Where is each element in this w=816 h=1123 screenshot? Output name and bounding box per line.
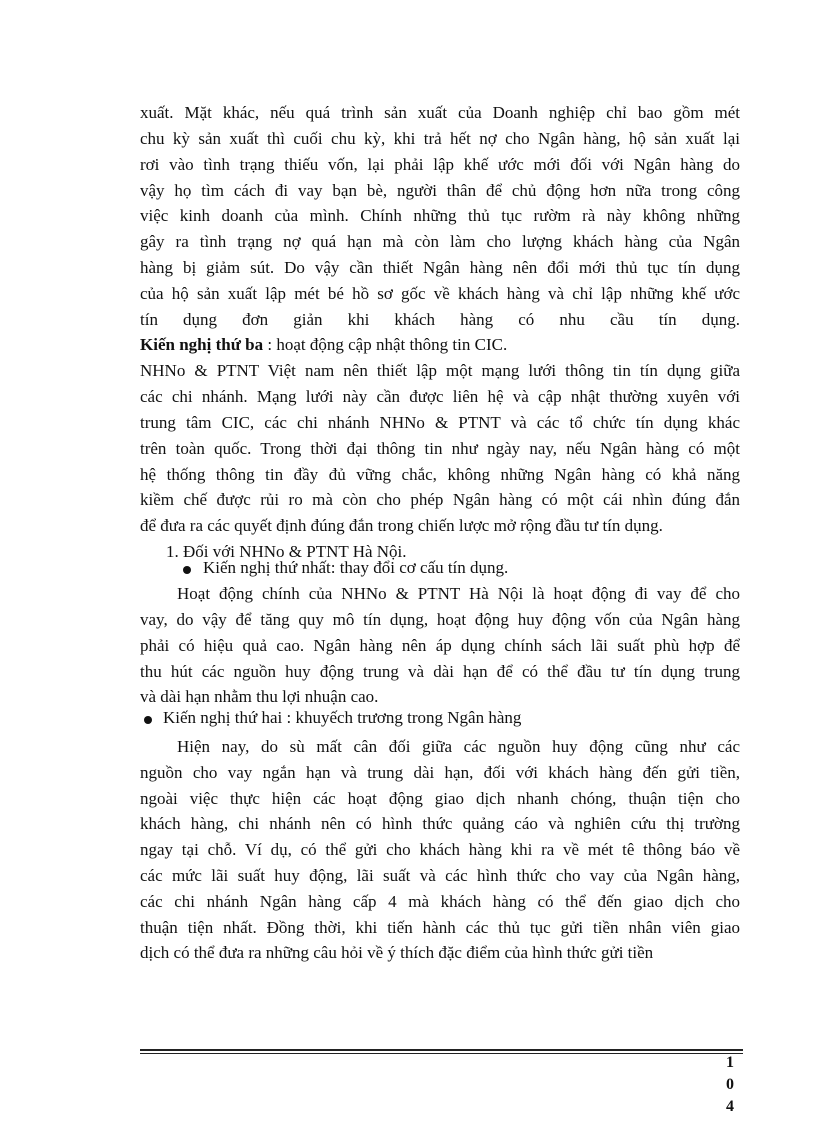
paragraph-3-line: phải có hiệu quả cao. Ngân hàng nên áp dụng chính sách lãi suất phù hợp để bbox=[140, 636, 740, 655]
recommendation-3-label: Kiến nghị thứ ba bbox=[140, 335, 264, 354]
paragraph-2-line: kiềm chế được rủi ro mà còn cho phép Ngân hàng có một cái nhìn đúng đắn bbox=[140, 490, 740, 509]
paragraph-1-line: việc kinh doanh của mình. Chính những thủ tục rườm rà này không những bbox=[140, 206, 740, 225]
paragraph-4-line: ngoài việc thực hiện các hoạt động giao dịch nhanh chóng, thuận tiện cho bbox=[140, 789, 740, 808]
footer-rule-bottom bbox=[140, 1053, 743, 1054]
page-number-digit: 0 bbox=[726, 1076, 734, 1093]
paragraph-1-line: rơi vào tình trạng thiếu vốn, lại phải lập khế ước mới đối với Ngân hàng do bbox=[140, 155, 740, 174]
paragraph-1-line: hàng bị giảm sút. Do vậy cần thiết Ngân hàng nên đổi mới thủ tục tín dụng bbox=[140, 258, 740, 277]
footer-rule-top bbox=[140, 1049, 743, 1051]
paragraph-1-line: vậy họ tìm cách đi vay bạn bè, người thân để chủ động hơn nữa trong công bbox=[140, 181, 740, 200]
paragraph-2-line: các chi nhánh. Mạng lưới này cần được liên hệ và cập nhật thường xuyên với bbox=[140, 387, 740, 406]
section-heading: 1. Đối với NHNo & PTNT Hà Nội. bbox=[166, 542, 407, 561]
paragraph-1-line: chu kỳ sản xuất thì cuối chu kỳ, khi trả hết nợ cho Ngân hàng, hộ sản xuất lại bbox=[140, 129, 740, 148]
paragraph-1-line: tín dụng đơn giản khi khách hàng có nhu cầu tín dụng. bbox=[140, 310, 740, 329]
paragraph-3-line: và dài hạn nhằm thu lợi nhuận cao. bbox=[140, 687, 379, 706]
paragraph-4-line: các mức lãi suất huy động, lãi suất và các hình thức cho vay của Ngân hàng, bbox=[140, 866, 740, 885]
paragraph-3-line: Hoạt động chính của NHNo & PTNT Hà Nội là hoạt động đi vay để cho bbox=[177, 584, 740, 603]
paragraph-4-line: khách hàng, chi nhánh nên có hình thức quảng cáo và nghiên cứu thị trường bbox=[140, 814, 740, 833]
page-number-digit: 1 bbox=[726, 1054, 734, 1071]
paragraph-1-line: của hộ sản xuất lập mét bé hồ sơ gốc về khách hàng và chỉ lập những khế ước bbox=[140, 284, 740, 303]
paragraph-2-line: trung tâm CIC, các chi nhánh NHNo & PTNT và các tổ chức tín dụng khác bbox=[140, 413, 740, 432]
page-number-digit: 4 bbox=[726, 1098, 734, 1115]
paragraph-3-line: thu hút các nguồn huy động trung và dài hạn để có thể đầu tư tín dụng trung bbox=[140, 662, 740, 681]
paragraph-3-line: vay, do vậy để tăng quy mô tín dụng, hoạt động huy động vốn của Ngân hàng bbox=[140, 610, 740, 629]
paragraph-4-line: thuận tiện nhất. Đồng thời, khi tiến hành các thủ tục gửi tiền nhân viên giao bbox=[140, 918, 740, 937]
paragraph-1-line: gây ra tình trạng nợ quá hạn mà còn làm cho lượng khách hàng của Ngân bbox=[140, 232, 740, 251]
paragraph-4-line: Hiện nay, do sù mất cân đối giữa các nguồn huy động cũng như các bbox=[177, 737, 740, 756]
paragraph-2-line: trên toàn quốc. Trong thời đại thông tin như ngày nay, nếu Ngân hàng có một bbox=[140, 439, 740, 458]
paragraph-4-line: nguồn cho vay ngắn hạn và trung dài hạn, đối với khách hàng đến gửi tiền, bbox=[140, 763, 740, 782]
paragraph-4-line: ngay tại chỗ. Ví dụ, có thể gửi cho khách hàng khi ra về mét tê thông báo về bbox=[140, 840, 740, 859]
paragraph-1-line: xuất. Mặt khác, nếu quá trình sản xuất của Doanh nghiệp chỉ bao gồm mét bbox=[140, 103, 740, 122]
paragraph-2-line: NHNo & PTNT Việt nam nên thiết lập một mạng lưới thông tin tín dụng giữa bbox=[140, 361, 740, 380]
paragraph-4-line: các chi nhánh Ngân hàng cấp 4 mà khách hàng có thể đến giao dịch cho bbox=[140, 892, 740, 911]
bullet-icon bbox=[144, 716, 152, 724]
recommendation-3-text: : hoạt động cập nhật thông tin CIC. bbox=[263, 335, 508, 354]
recommendation-3-line bbox=[140, 335, 740, 355]
bullet-2-text: Kiến nghị thứ hai : khuyếch trương trong Ngân hàng bbox=[163, 708, 522, 727]
paragraph-2-line: để đưa ra các quyết định đúng đắn trong chiến lược mở rộng đầu tư tín dụng. bbox=[140, 516, 663, 535]
bullet-icon bbox=[183, 566, 191, 574]
paragraph-2-line: hệ thống thông tin đầy đủ vững chắc, không những Ngân hàng có khả năng bbox=[140, 465, 740, 484]
paragraph-4-line: dịch có thể đưa ra những câu hỏi về ý thích đặc điểm của hình thức gửi tiền bbox=[140, 943, 654, 962]
bullet-1-text: Kiến nghị thứ nhất: thay đổi cơ cấu tín dụng. bbox=[203, 558, 509, 577]
